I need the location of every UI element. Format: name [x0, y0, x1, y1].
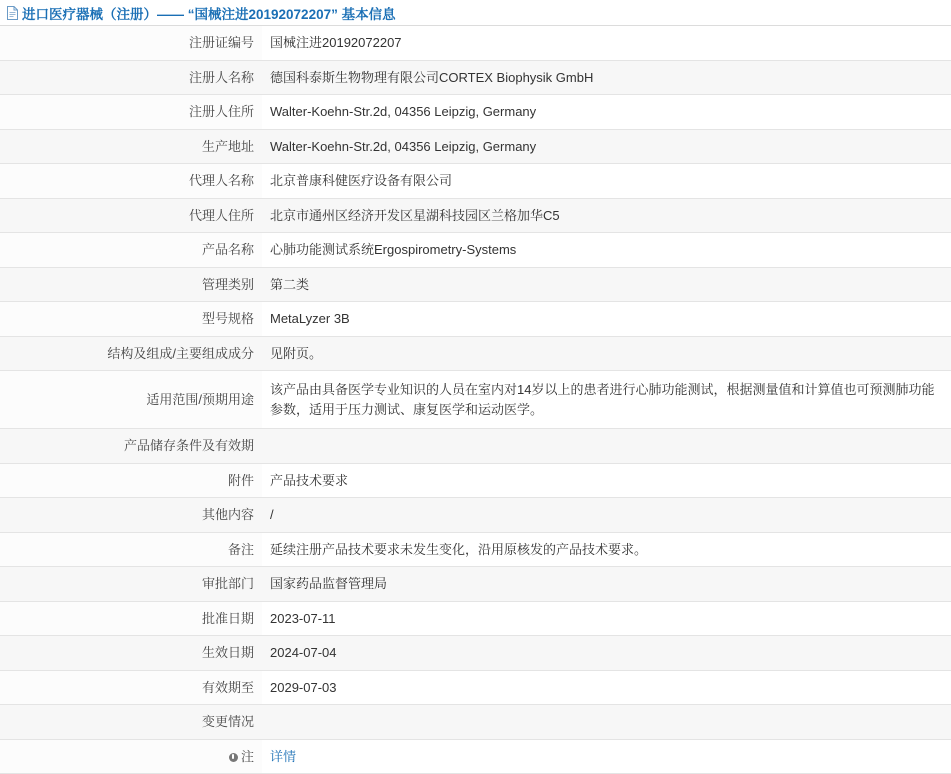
row-label: 生产地址 [0, 129, 262, 164]
note-value-cell [262, 739, 951, 774]
row-value: / [262, 498, 951, 533]
row-label: 型号规格 [0, 302, 262, 337]
registration-info-table [0, 26, 951, 774]
row-value: 北京市通州区经济开发区星湖科技园区兰格加华C5 [262, 198, 951, 233]
row-label: 注册人名称 [0, 60, 262, 95]
table-row [0, 498, 951, 533]
table-row [0, 233, 951, 268]
row-label: 产品名称 [0, 233, 262, 268]
table-row [0, 636, 951, 671]
table-body [0, 26, 951, 774]
row-value [262, 429, 951, 464]
row-label: 备注 [0, 532, 262, 567]
row-value: 2029-07-03 [262, 670, 951, 705]
row-label: 注册人住所 [0, 95, 262, 130]
table-row [0, 95, 951, 130]
table-row [0, 705, 951, 740]
table-row [0, 198, 951, 233]
row-value: 第二类 [262, 267, 951, 302]
table-row [0, 670, 951, 705]
row-label: 审批部门 [0, 567, 262, 602]
row-value: 产品技术要求 [262, 463, 951, 498]
row-value: MetaLyzer 3B [262, 302, 951, 337]
info-icon [229, 753, 238, 762]
table-row [0, 371, 951, 429]
table-row [0, 302, 951, 337]
details-link[interactable]: 详情 [270, 748, 297, 764]
document-icon [6, 6, 19, 20]
row-label: 附件 [0, 463, 262, 498]
row-label: 生效日期 [0, 636, 262, 671]
row-label: 结构及组成/主要组成成分 [0, 336, 262, 371]
page-header [0, 0, 951, 26]
note-label-cell [0, 739, 262, 774]
row-value: Walter-Koehn-Str.2d, 04356 Leipzig, Germany [262, 129, 951, 164]
row-value: Walter-Koehn-Str.2d, 04356 Leipzig, Germany [262, 95, 951, 130]
table-row [0, 26, 951, 60]
page-title: 进口医疗器械（注册）—— “国械注进20192072207” 基本信息 [22, 6, 396, 22]
row-value: 延续注册产品技术要求未发生变化，沿用原核发的产品技术要求。 [262, 532, 951, 567]
row-label: 产品储存条件及有效期 [0, 429, 262, 464]
row-value: 心肺功能测试系统Ergospirometry-Systems [262, 233, 951, 268]
table-row [0, 601, 951, 636]
row-label: 代理人名称 [0, 164, 262, 199]
table-row [0, 532, 951, 567]
row-value: 该产品由具备医学专业知识的人员在室内对14岁以上的患者进行心肺功能测试，根据测量值和计算值也可预测肺功能参数，适用于压力测试、康复医学和运动医学。 [262, 371, 951, 429]
row-value: 国械注进20192072207 [262, 26, 951, 60]
row-value [262, 705, 951, 740]
row-value: 北京普康科健医疗设备有限公司 [262, 164, 951, 199]
row-value: 2023-07-11 [262, 601, 951, 636]
table-row [0, 429, 951, 464]
row-label: 变更情况 [0, 705, 262, 740]
row-value: 国家药品监督管理局 [262, 567, 951, 602]
table-row [0, 129, 951, 164]
row-label: 其他内容 [0, 498, 262, 533]
note-label: 注 [240, 748, 254, 764]
note-row [0, 739, 951, 774]
table-row [0, 463, 951, 498]
table-row [0, 164, 951, 199]
row-label: 有效期至 [0, 670, 262, 705]
row-label: 管理类别 [0, 267, 262, 302]
row-value: 见附页。 [262, 336, 951, 371]
row-label: 代理人住所 [0, 198, 262, 233]
table-row [0, 567, 951, 602]
row-label: 适用范围/预期用途 [0, 371, 262, 429]
row-label: 批准日期 [0, 601, 262, 636]
row-value: 德国科泰斯生物物理有限公司CORTEX Biophysik GmbH [262, 60, 951, 95]
table-row [0, 336, 951, 371]
row-value: 2024-07-04 [262, 636, 951, 671]
row-label: 注册证编号 [0, 26, 262, 60]
table-row [0, 60, 951, 95]
table-row [0, 267, 951, 302]
